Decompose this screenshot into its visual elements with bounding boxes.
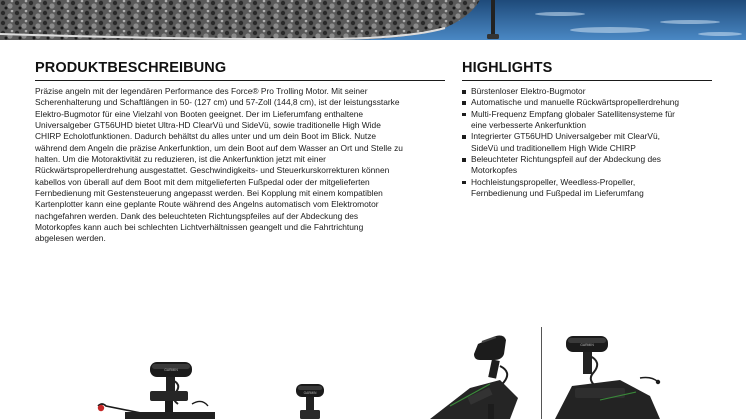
description-line: abgelesen werden. (35, 233, 106, 244)
hero-boat-image (0, 0, 746, 40)
description-line: Elektro-Bugmotor für eine Vielzahl von Booten geeignet. Der im Lieferumfang enthaltene (35, 108, 364, 119)
highlight-text: Bürstenloser Elektro-Bugmotor (471, 86, 586, 96)
description-line: während dem Angeln die präzise Ankerfunktion, um dein Boot auf dem Wasser an Ort und Stelle zu (35, 142, 403, 153)
motor-brand-label: GARMIN (580, 343, 594, 347)
highlight-item (462, 109, 712, 132)
product-description-section (35, 60, 445, 245)
description-line: Motorkopfes kann auch bei schlechten Lichtverhältnissen geangelt und die Fahrtrichtung (35, 222, 364, 233)
product-images-row (0, 318, 746, 419)
motor-brand-label: GARMIN (303, 391, 317, 395)
highlight-item (462, 154, 712, 177)
highlight-item (462, 97, 712, 108)
product-description-heading: PRODUKTBESCHREIBUNG (35, 60, 445, 81)
highlight-text: Hochleistungspropeller, Weedless-Propeller, (471, 176, 636, 187)
product-description-text (35, 86, 445, 245)
highlight-text: Integrierter GT56UHD Universalgeber mit ClearVü, (471, 131, 660, 142)
highlight-text: Beleuchteter Richtungspfeil auf der Abdeckung des (471, 154, 661, 165)
highlight-item (462, 86, 712, 97)
trolling-motor-mounted-view-image (555, 336, 660, 419)
description-line: Kartenplotter kann eine geplante Route während des Angelns automatisch vom Elektromotor (35, 199, 379, 210)
product-image-divider (541, 327, 542, 419)
description-line: CHIRP Echolotfunktionen. Dadurch behältst du alles unter und um dein Boot im Blick. Nutze (35, 131, 377, 142)
description-line: nachgefahren werden. Dank des beleuchteten Richtungspfeiles auf der Abdeckung des (35, 210, 359, 221)
description-line: Scherenhalterung und Schaftlängen in 50- (127 cm) und 57-Zoll (144,8 cm), ist der leistungsstarke (35, 97, 400, 108)
highlight-text-continued: eine verbesserte Ankerfunktion (471, 120, 586, 131)
highlights-section (462, 60, 712, 199)
highlight-text: Multi-Frequenz Empfang globaler Satellitensysteme für (471, 108, 675, 119)
description-line: Präzise angeln mit der legendären Performance des Force® Pro Trolling Motor. Mit seiner (35, 86, 368, 96)
description-line: Rückwärtspropellerdrehung ausgestattet. Geschwindigkeits- und Steuerkurskorrekturen können (35, 165, 390, 176)
highlight-item (462, 177, 712, 200)
highlight-text-continued: Fernbedienung und Fußpedal im Lieferumfang (471, 188, 644, 199)
highlight-text: Automatische und manuelle Rückwärtspropellerdrehung (471, 97, 680, 108)
description-line: Universalgeber GT56UHD bietet Ultra-HD ClearVü und SideVü, sowie traditionelle High Wide (35, 120, 381, 131)
description-line: kabellos von überall auf dem Boot mit dem mitgelieferten Fußpedal oder der mitgelieferten (35, 176, 370, 187)
highlight-text-continued: Motorkopfes (471, 165, 518, 176)
trolling-motor-head-small-image (296, 384, 324, 419)
highlight-text-continued: SideVü und traditionellem High Wide CHIRP (471, 142, 636, 153)
boat-hull-icon (0, 0, 746, 40)
highlights-list (462, 86, 712, 199)
highlight-item (462, 131, 712, 154)
description-line: Fernbedienung mit Gestensteuerung angepasst werden. Bei Kopplung mit einem kompatiblen (35, 188, 383, 199)
trolling-motor-side-view-image (98, 362, 215, 419)
description-line: halten. Um die Motoraktivität zu reduzieren, ist die Ankerfunktion jetzt mit einer (35, 154, 326, 165)
highlights-heading: HIGHLIGHTS (462, 60, 712, 81)
motor-brand-label: GARMIN (164, 368, 178, 372)
trolling-motor-angled-view-image (430, 336, 518, 419)
